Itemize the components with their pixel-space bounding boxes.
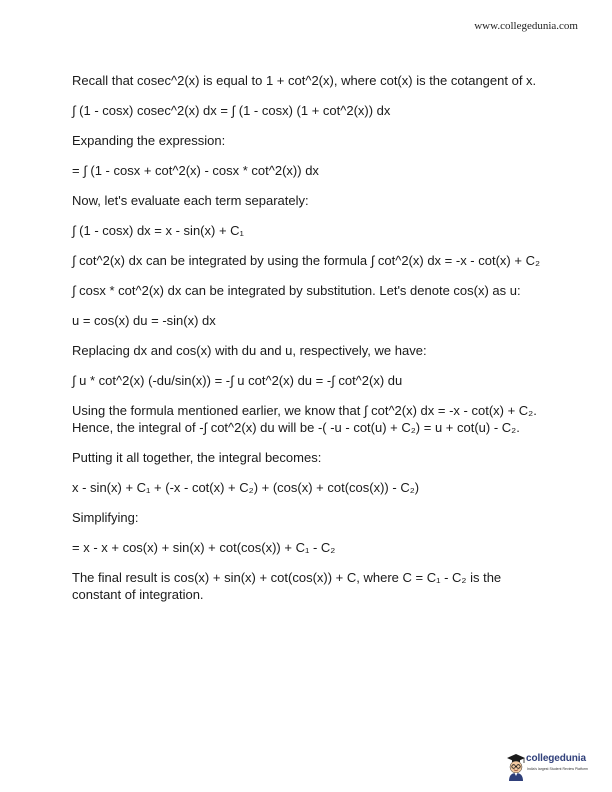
paragraph: Simplifying: (72, 510, 139, 525)
header-url: www.collegedunia.com (474, 20, 578, 32)
paragraph: = x - x + cos(x) + sin(x) + cot(cos(x)) + C₁ - C₂ (72, 540, 336, 555)
paragraph: The final result is cos(x) + sin(x) + cot(cos(x)) + C, where C = C₁ - C₂ is the constant of integration. (72, 570, 502, 602)
paragraph: ∫ cosx * cot^2(x) dx can be integrated by substitution. Let's denote cos(x) as u: (72, 283, 521, 298)
paragraph: Expanding the expression: (72, 133, 226, 148)
document-body (72, 72, 540, 616)
paragraph: = ∫ (1 - cosx + cot^2(x) - cosx * cot^2(x)) dx (72, 163, 319, 178)
logo-tagline: India's largest Student Review Platform (527, 767, 588, 771)
paragraph: Using the formula mentioned earlier, we know that ∫ cot^2(x) dx = -x - cot(x) + C₂. Hence, the integral of -∫ cot^2(x) du will be -( -u - cot(u) + C₂) = u + cot(u) - C₂. (72, 403, 537, 435)
paragraph: ∫ u * cot^2(x) (-du/sin(x)) = -∫ u cot^2(x) du = -∫ cot^2(x) du (72, 373, 403, 388)
paragraph: u = cos(x) du = -sin(x) dx (72, 313, 216, 328)
student-mascot-icon (505, 752, 527, 782)
logo-wordmark: collegedunia (526, 753, 586, 764)
paragraph: ∫ (1 - cosx) dx = x - sin(x) + C₁ (72, 223, 244, 238)
paragraph: ∫ cot^2(x) dx can be integrated by using the formula ∫ cot^2(x) dx = -x - cot(x) + C₂ (72, 253, 540, 268)
paragraph: Now, let's evaluate each term separately: (72, 193, 309, 208)
paragraph: Replacing dx and cos(x) with du and u, respectively, we have: (72, 343, 427, 358)
paragraph: Recall that cosec^2(x) is equal to 1 + cot^2(x), where cot(x) is the cotangent of x. (72, 73, 537, 88)
collegedunia-logo (505, 752, 605, 786)
paragraph: ∫ (1 - cosx) cosec^2(x) dx = ∫ (1 - cosx) (1 + cot^2(x)) dx (72, 103, 391, 118)
paragraph: Putting it all together, the integral becomes: (72, 450, 322, 465)
paragraph: x - sin(x) + C₁ + (-x - cot(x) + C₂) + (cos(x) + cot(cos(x)) - C₂) (72, 480, 420, 495)
